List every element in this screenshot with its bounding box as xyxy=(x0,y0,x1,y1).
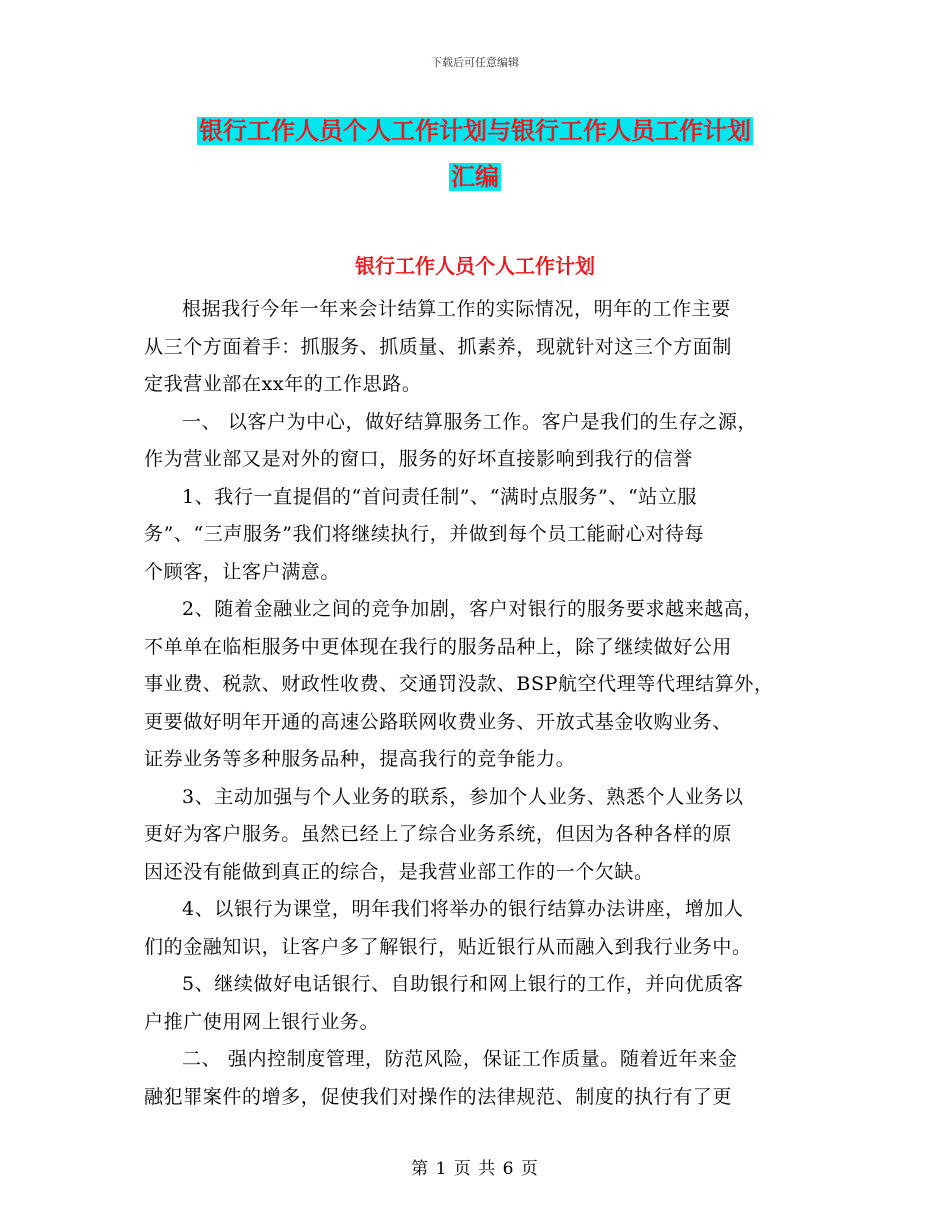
paragraph-line: 3、主动加强与个人业务的联系，参加个人业务、熟悉个人业务以 xyxy=(182,785,744,808)
document-title-line1: 银行工作人员个人工作计划与银行工作人员工作计划 xyxy=(199,117,751,145)
body-text xyxy=(144,291,824,1116)
paragraph-line: 证券业务等多种服务品种，提高我行的竞争能力。 xyxy=(144,748,576,770)
paragraph-line: 因还没有能做到真正的综合，是我营业部工作的一个欠缺。 xyxy=(144,860,654,883)
header-note: 下载后可任意编辑 xyxy=(431,56,519,69)
paragraph-line: 作为营业部又是对外的窗口，服务的好坏直接影响到我行的信誉 xyxy=(144,448,693,470)
section-title: 银行工作人员个人工作计划 xyxy=(355,254,595,278)
paragraph-line: 个顾客，让客户满意。 xyxy=(144,560,341,583)
paragraph-line: 户推广使用网上银行业务。 xyxy=(144,1010,380,1033)
paragraph-line: 更要做好明年开通的高速公路联网收费业务、开放式基金收购业务、 xyxy=(144,710,733,733)
paragraph-line: 根据我行今年一年来会计结算工作的实际情况，明年的工作主要 xyxy=(182,298,731,320)
paragraph-line: 二、 强内控制度管理，防范风险，保证工作质量。随着近年来金 xyxy=(182,1048,738,1070)
paragraph-line: 更好为客户服务。虽然已经上了综合业务系统，但因为各种各样的原 xyxy=(144,823,733,845)
paragraph-line: 们的金融知识，让客户多了解银行，贴近银行从而融入到我行业务中。 xyxy=(144,935,752,958)
paragraph-line: 定我营业部在xx年的工作思路。 xyxy=(144,373,422,395)
paragraph-line: 事业费、税款、财政性收费、交通罚没款、BSP航空代理等代理结算外， xyxy=(144,673,774,695)
document-title xyxy=(0,108,950,200)
paragraph-line: 从三个方面着手：抓服务、抓质量、抓素养，现就针对这三个方面制 xyxy=(144,335,733,358)
paragraph-line: 一、 以客户为中心，做好结算服务工作。客户是我们的生存之源， xyxy=(182,410,758,433)
paragraph-line: 2、随着金融业之间的竞争加剧，客户对银行的服务要求越来越高， xyxy=(182,598,764,620)
page-footer: 第 1 页 共 6 页 xyxy=(411,1159,539,1179)
paragraph-line: 融犯罪案件的增多，促使我们对操作的法律规范、制度的执行有了更 xyxy=(144,1085,733,1108)
paragraph-line: 1、我行一直提倡的“首问责任制”、“满时点服务”、“站立服 xyxy=(182,485,698,508)
paragraph-line: 不单单在临柜服务中更体现在我行的服务品种上，除了继续做好公用 xyxy=(144,635,733,658)
paragraph-line: 4、以银行为课堂，明年我们将举办的银行结算办法讲座，增加人 xyxy=(182,898,744,920)
document-title-line2: 汇编 xyxy=(451,163,499,191)
paragraph-line: 务”、“三声服务”我们将继续执行，并做到每个员工能耐心对待每 xyxy=(144,523,705,545)
paragraph-line: 5、继续做好电话银行、自助银行和网上银行的工作，并向优质客 xyxy=(182,973,744,995)
